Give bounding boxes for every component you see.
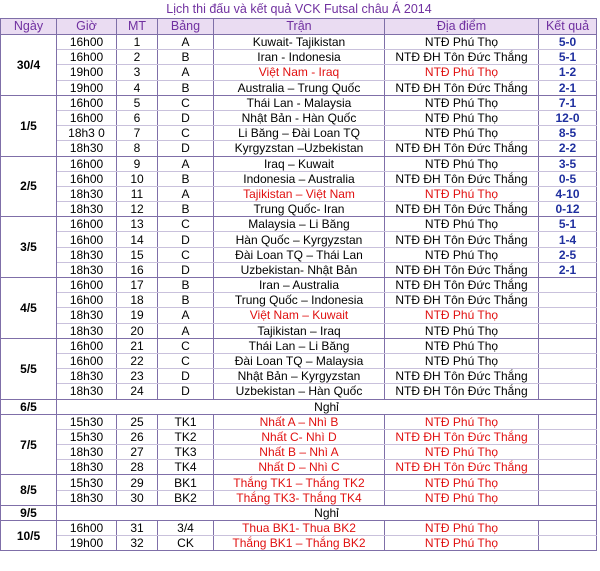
table-row (1, 35, 597, 50)
day-cell: 9/5 (1, 505, 57, 520)
table-row (1, 338, 597, 353)
match-cell: Nhất D – Nhì C (214, 460, 385, 475)
result-cell: 0-5 (539, 171, 597, 186)
time-cell: 18h30 (57, 202, 117, 217)
match-cell: Malaysia – Li Băng (214, 217, 385, 232)
match-no-cell: 16 (117, 262, 158, 277)
result-cell: 1-4 (539, 232, 597, 247)
group-cell: A (158, 308, 214, 323)
result-cell (539, 475, 597, 490)
time-cell: 16h00 (57, 521, 117, 536)
match-cell: Đài Loan TQ – Malaysia (214, 353, 385, 368)
match-cell: Uzbekistan- Nhật Bản (214, 262, 385, 277)
group-cell: D (158, 384, 214, 399)
venue-cell: NTĐ ĐH Tôn Đức Thắng (385, 202, 539, 217)
match-cell: Đài Loan TQ – Thái Lan (214, 247, 385, 262)
time-cell: 16h00 (57, 293, 117, 308)
time-cell: 16h00 (57, 95, 117, 110)
table-row (1, 126, 597, 141)
table-row (1, 475, 597, 490)
match-cell: Việt Nam - Iraq (214, 65, 385, 80)
venue-cell: NTĐ Phú Thọ (385, 475, 539, 490)
time-cell: 16h00 (57, 156, 117, 171)
match-cell: Kuwait- Tajikistan (214, 35, 385, 50)
group-cell: B (158, 50, 214, 65)
match-cell: Thắng TK1 – Thắng TK2 (214, 475, 385, 490)
match-cell: Thắng TK3- Thắng TK4 (214, 490, 385, 505)
group-cell: A (158, 323, 214, 338)
time-cell: 16h00 (57, 35, 117, 50)
match-no-cell: 2 (117, 50, 158, 65)
rest-day-row (1, 505, 597, 520)
match-no-cell: 31 (117, 521, 158, 536)
table-row (1, 141, 597, 156)
venue-cell: NTĐ ĐH Tôn Đức Thắng (385, 232, 539, 247)
result-cell (539, 293, 597, 308)
result-cell: 3-5 (539, 156, 597, 171)
venue-cell: NTĐ ĐH Tôn Đức Thắng (385, 429, 539, 444)
venue-cell: NTĐ ĐH Tôn Đức Thắng (385, 80, 539, 95)
table-row (1, 202, 597, 217)
venue-cell: NTĐ Phú Thọ (385, 323, 539, 338)
group-cell: A (158, 186, 214, 201)
result-cell: 5-1 (539, 217, 597, 232)
schedule-table (0, 18, 597, 551)
result-cell: 7-1 (539, 95, 597, 110)
result-cell (539, 369, 597, 384)
table-row (1, 110, 597, 125)
schedule-body (1, 35, 597, 551)
group-cell: TK4 (158, 460, 214, 475)
match-cell: Li Băng – Đài Loan TQ (214, 126, 385, 141)
table-row (1, 308, 597, 323)
result-cell: 2-5 (539, 247, 597, 262)
result-cell: 5-1 (539, 50, 597, 65)
table-row (1, 445, 597, 460)
result-cell: 0-12 (539, 202, 597, 217)
venue-cell: NTĐ Phú Thọ (385, 217, 539, 232)
time-cell: 16h00 (57, 110, 117, 125)
group-cell: C (158, 353, 214, 368)
group-cell: B (158, 171, 214, 186)
time-cell: 18h30 (57, 247, 117, 262)
match-cell: Thái Lan - Malaysia (214, 95, 385, 110)
venue-cell: NTĐ ĐH Tôn Đức Thắng (385, 141, 539, 156)
result-cell (539, 414, 597, 429)
result-cell (539, 521, 597, 536)
table-row (1, 293, 597, 308)
venue-cell: NTĐ ĐH Tôn Đức Thắng (385, 262, 539, 277)
match-no-cell: 9 (117, 156, 158, 171)
time-cell: 18h3 0 (57, 126, 117, 141)
match-cell: Uzbekistan – Hàn Quốc (214, 384, 385, 399)
result-cell: 8-5 (539, 126, 597, 141)
table-row (1, 65, 597, 80)
result-cell: 5-0 (539, 35, 597, 50)
time-cell: 16h00 (57, 171, 117, 186)
group-cell: B (158, 293, 214, 308)
time-cell: 16h00 (57, 278, 117, 293)
result-cell (539, 308, 597, 323)
venue-cell: NTĐ Phú Thọ (385, 536, 539, 551)
match-no-cell: 32 (117, 536, 158, 551)
header-match: Trận (214, 19, 385, 35)
rest-day-cell: Nghỉ (57, 505, 597, 520)
page-title: Lịch thi đấu và kết quả VCK Futsal châu Á 2014 (166, 2, 432, 16)
venue-cell: NTĐ Phú Thọ (385, 308, 539, 323)
match-no-cell: 3 (117, 65, 158, 80)
table-row (1, 278, 597, 293)
match-cell: Thua BK1- Thua BK2 (214, 521, 385, 536)
venue-cell: NTĐ Phú Thọ (385, 445, 539, 460)
match-no-cell: 24 (117, 384, 158, 399)
group-cell: B (158, 278, 214, 293)
venue-cell: NTĐ ĐH Tôn Đức Thắng (385, 293, 539, 308)
match-cell: Australia – Trung Quốc (214, 80, 385, 95)
time-cell: 18h30 (57, 460, 117, 475)
group-cell: D (158, 262, 214, 277)
match-no-cell: 4 (117, 80, 158, 95)
time-cell: 15h30 (57, 414, 117, 429)
venue-cell: NTĐ Phú Thọ (385, 65, 539, 80)
match-cell: Kyrgyzstan –Uzbekistan (214, 141, 385, 156)
table-row (1, 186, 597, 201)
group-cell: CK (158, 536, 214, 551)
result-cell (539, 490, 597, 505)
result-cell: 12-0 (539, 110, 597, 125)
time-cell: 15h30 (57, 475, 117, 490)
venue-cell: NTĐ Phú Thọ (385, 186, 539, 201)
result-cell: 2-2 (539, 141, 597, 156)
table-row (1, 323, 597, 338)
day-cell: 10/5 (1, 521, 57, 551)
group-cell: TK1 (158, 414, 214, 429)
result-cell (539, 338, 597, 353)
group-cell: B (158, 202, 214, 217)
result-cell: 4-10 (539, 186, 597, 201)
match-cell: Trung Quốc- Iran (214, 202, 385, 217)
group-cell: TK3 (158, 445, 214, 460)
match-cell: Nhật Bản - Hàn Quốc (214, 110, 385, 125)
match-no-cell: 13 (117, 217, 158, 232)
header-venue: Địa điểm (385, 19, 539, 35)
result-cell: 2-1 (539, 262, 597, 277)
time-cell: 16h00 (57, 353, 117, 368)
result-cell (539, 353, 597, 368)
result-cell (539, 278, 597, 293)
venue-cell: NTĐ Phú Thọ (385, 247, 539, 262)
match-cell: Thái Lan – Li Băng (214, 338, 385, 353)
match-no-cell: 6 (117, 110, 158, 125)
match-no-cell: 11 (117, 186, 158, 201)
match-no-cell: 1 (117, 35, 158, 50)
time-cell: 18h30 (57, 323, 117, 338)
table-row (1, 217, 597, 232)
rest-day-row (1, 399, 597, 414)
time-cell: 18h30 (57, 384, 117, 399)
venue-cell: NTĐ Phú Thọ (385, 414, 539, 429)
venue-cell: NTĐ Phú Thọ (385, 35, 539, 50)
match-no-cell: 27 (117, 445, 158, 460)
table-row (1, 414, 597, 429)
result-cell: 1-2 (539, 65, 597, 80)
table-row (1, 369, 597, 384)
match-no-cell: 7 (117, 126, 158, 141)
match-cell: Iran - Indonesia (214, 50, 385, 65)
day-cell: 4/5 (1, 278, 57, 339)
day-cell: 8/5 (1, 475, 57, 505)
venue-cell: NTĐ ĐH Tôn Đức Thắng (385, 278, 539, 293)
venue-cell: NTĐ ĐH Tôn Đức Thắng (385, 369, 539, 384)
match-no-cell: 14 (117, 232, 158, 247)
day-cell: 7/5 (1, 414, 57, 475)
time-cell: 18h30 (57, 308, 117, 323)
match-no-cell: 8 (117, 141, 158, 156)
result-cell (539, 384, 597, 399)
venue-cell: NTĐ Phú Thọ (385, 338, 539, 353)
group-cell: 3/4 (158, 521, 214, 536)
result-cell (539, 323, 597, 338)
day-cell: 5/5 (1, 338, 57, 399)
match-cell: Tajikistan – Việt Nam (214, 186, 385, 201)
table-row (1, 247, 597, 262)
match-no-cell: 23 (117, 369, 158, 384)
group-cell: D (158, 110, 214, 125)
group-cell: BK2 (158, 490, 214, 505)
result-cell (539, 429, 597, 444)
result-cell (539, 536, 597, 551)
day-cell: 6/5 (1, 399, 57, 414)
match-no-cell: 18 (117, 293, 158, 308)
match-cell: Việt Nam – Kuwait (214, 308, 385, 323)
group-cell: B (158, 80, 214, 95)
group-cell: C (158, 247, 214, 262)
group-cell: A (158, 156, 214, 171)
group-cell: D (158, 369, 214, 384)
time-cell: 18h30 (57, 445, 117, 460)
match-no-cell: 21 (117, 338, 158, 353)
venue-cell: NTĐ ĐH Tôn Đức Thắng (385, 50, 539, 65)
time-cell: 18h30 (57, 186, 117, 201)
match-cell: Iran – Australia (214, 278, 385, 293)
table-row (1, 171, 597, 186)
match-no-cell: 29 (117, 475, 158, 490)
table-row (1, 50, 597, 65)
group-cell: C (158, 338, 214, 353)
rest-day-cell: Nghỉ (57, 399, 597, 414)
match-no-cell: 25 (117, 414, 158, 429)
table-row (1, 460, 597, 475)
group-cell: A (158, 65, 214, 80)
time-cell: 15h30 (57, 429, 117, 444)
header-day: Ngày (1, 19, 57, 35)
time-cell: 16h00 (57, 338, 117, 353)
group-cell: C (158, 95, 214, 110)
time-cell: 18h30 (57, 369, 117, 384)
table-row (1, 353, 597, 368)
group-cell: C (158, 126, 214, 141)
table-row (1, 232, 597, 247)
table-row (1, 384, 597, 399)
match-no-cell: 12 (117, 202, 158, 217)
match-no-cell: 22 (117, 353, 158, 368)
result-cell (539, 460, 597, 475)
match-no-cell: 26 (117, 429, 158, 444)
table-row (1, 95, 597, 110)
table-row (1, 429, 597, 444)
time-cell: 18h30 (57, 262, 117, 277)
time-cell: 19h00 (57, 80, 117, 95)
table-row (1, 536, 597, 551)
match-no-cell: 15 (117, 247, 158, 262)
match-no-cell: 30 (117, 490, 158, 505)
day-cell: 2/5 (1, 156, 57, 217)
group-cell: BK1 (158, 475, 214, 490)
result-cell: 2-1 (539, 80, 597, 95)
time-cell: 16h00 (57, 232, 117, 247)
header-group: Bảng (158, 19, 214, 35)
venue-cell: NTĐ ĐH Tôn Đức Thắng (385, 171, 539, 186)
header-match-no: MT (117, 19, 158, 35)
match-cell: Nhất A – Nhì B (214, 414, 385, 429)
time-cell: 18h30 (57, 141, 117, 156)
table-row (1, 156, 597, 171)
match-no-cell: 10 (117, 171, 158, 186)
venue-cell: NTĐ Phú Thọ (385, 126, 539, 141)
match-cell: Tajikistan – Iraq (214, 323, 385, 338)
match-cell: Nhật Bản – Kyrgyzstan (214, 369, 385, 384)
match-cell: Trung Quốc – Indonesia (214, 293, 385, 308)
venue-cell: NTĐ ĐH Tôn Đức Thắng (385, 460, 539, 475)
match-no-cell: 28 (117, 460, 158, 475)
match-cell: Hàn Quốc – Kyrgyzstan (214, 232, 385, 247)
table-row (1, 490, 597, 505)
match-cell: Nhất C- Nhì D (214, 429, 385, 444)
time-cell: 16h00 (57, 50, 117, 65)
group-cell: D (158, 232, 214, 247)
group-cell: TK2 (158, 429, 214, 444)
day-cell: 3/5 (1, 217, 57, 278)
venue-cell: NTĐ Phú Thọ (385, 110, 539, 125)
time-cell: 18h30 (57, 490, 117, 505)
header-result: Kết quả (539, 19, 597, 35)
table-row (1, 80, 597, 95)
group-cell: A (158, 35, 214, 50)
match-no-cell: 19 (117, 308, 158, 323)
day-cell: 1/5 (1, 95, 57, 156)
table-row (1, 262, 597, 277)
group-cell: C (158, 217, 214, 232)
venue-cell: NTĐ Phú Thọ (385, 353, 539, 368)
match-cell: Indonesia – Australia (214, 171, 385, 186)
time-cell: 16h00 (57, 217, 117, 232)
match-cell: Iraq – Kuwait (214, 156, 385, 171)
result-cell (539, 445, 597, 460)
match-cell: Thắng BK1 – Thắng BK2 (214, 536, 385, 551)
venue-cell: NTĐ ĐH Tôn Đức Thắng (385, 384, 539, 399)
match-no-cell: 5 (117, 95, 158, 110)
table-row (1, 521, 597, 536)
time-cell: 19h00 (57, 65, 117, 80)
match-cell: Nhất B – Nhì A (214, 445, 385, 460)
venue-cell: NTĐ Phú Thọ (385, 490, 539, 505)
header-time: Giờ (57, 19, 117, 35)
time-cell: 19h00 (57, 536, 117, 551)
day-cell: 30/4 (1, 35, 57, 96)
group-cell: D (158, 141, 214, 156)
venue-cell: NTĐ Phú Thọ (385, 95, 539, 110)
venue-cell: NTĐ Phú Thọ (385, 521, 539, 536)
header-row (1, 19, 597, 35)
match-no-cell: 17 (117, 278, 158, 293)
match-no-cell: 20 (117, 323, 158, 338)
venue-cell: NTĐ Phú Thọ (385, 156, 539, 171)
